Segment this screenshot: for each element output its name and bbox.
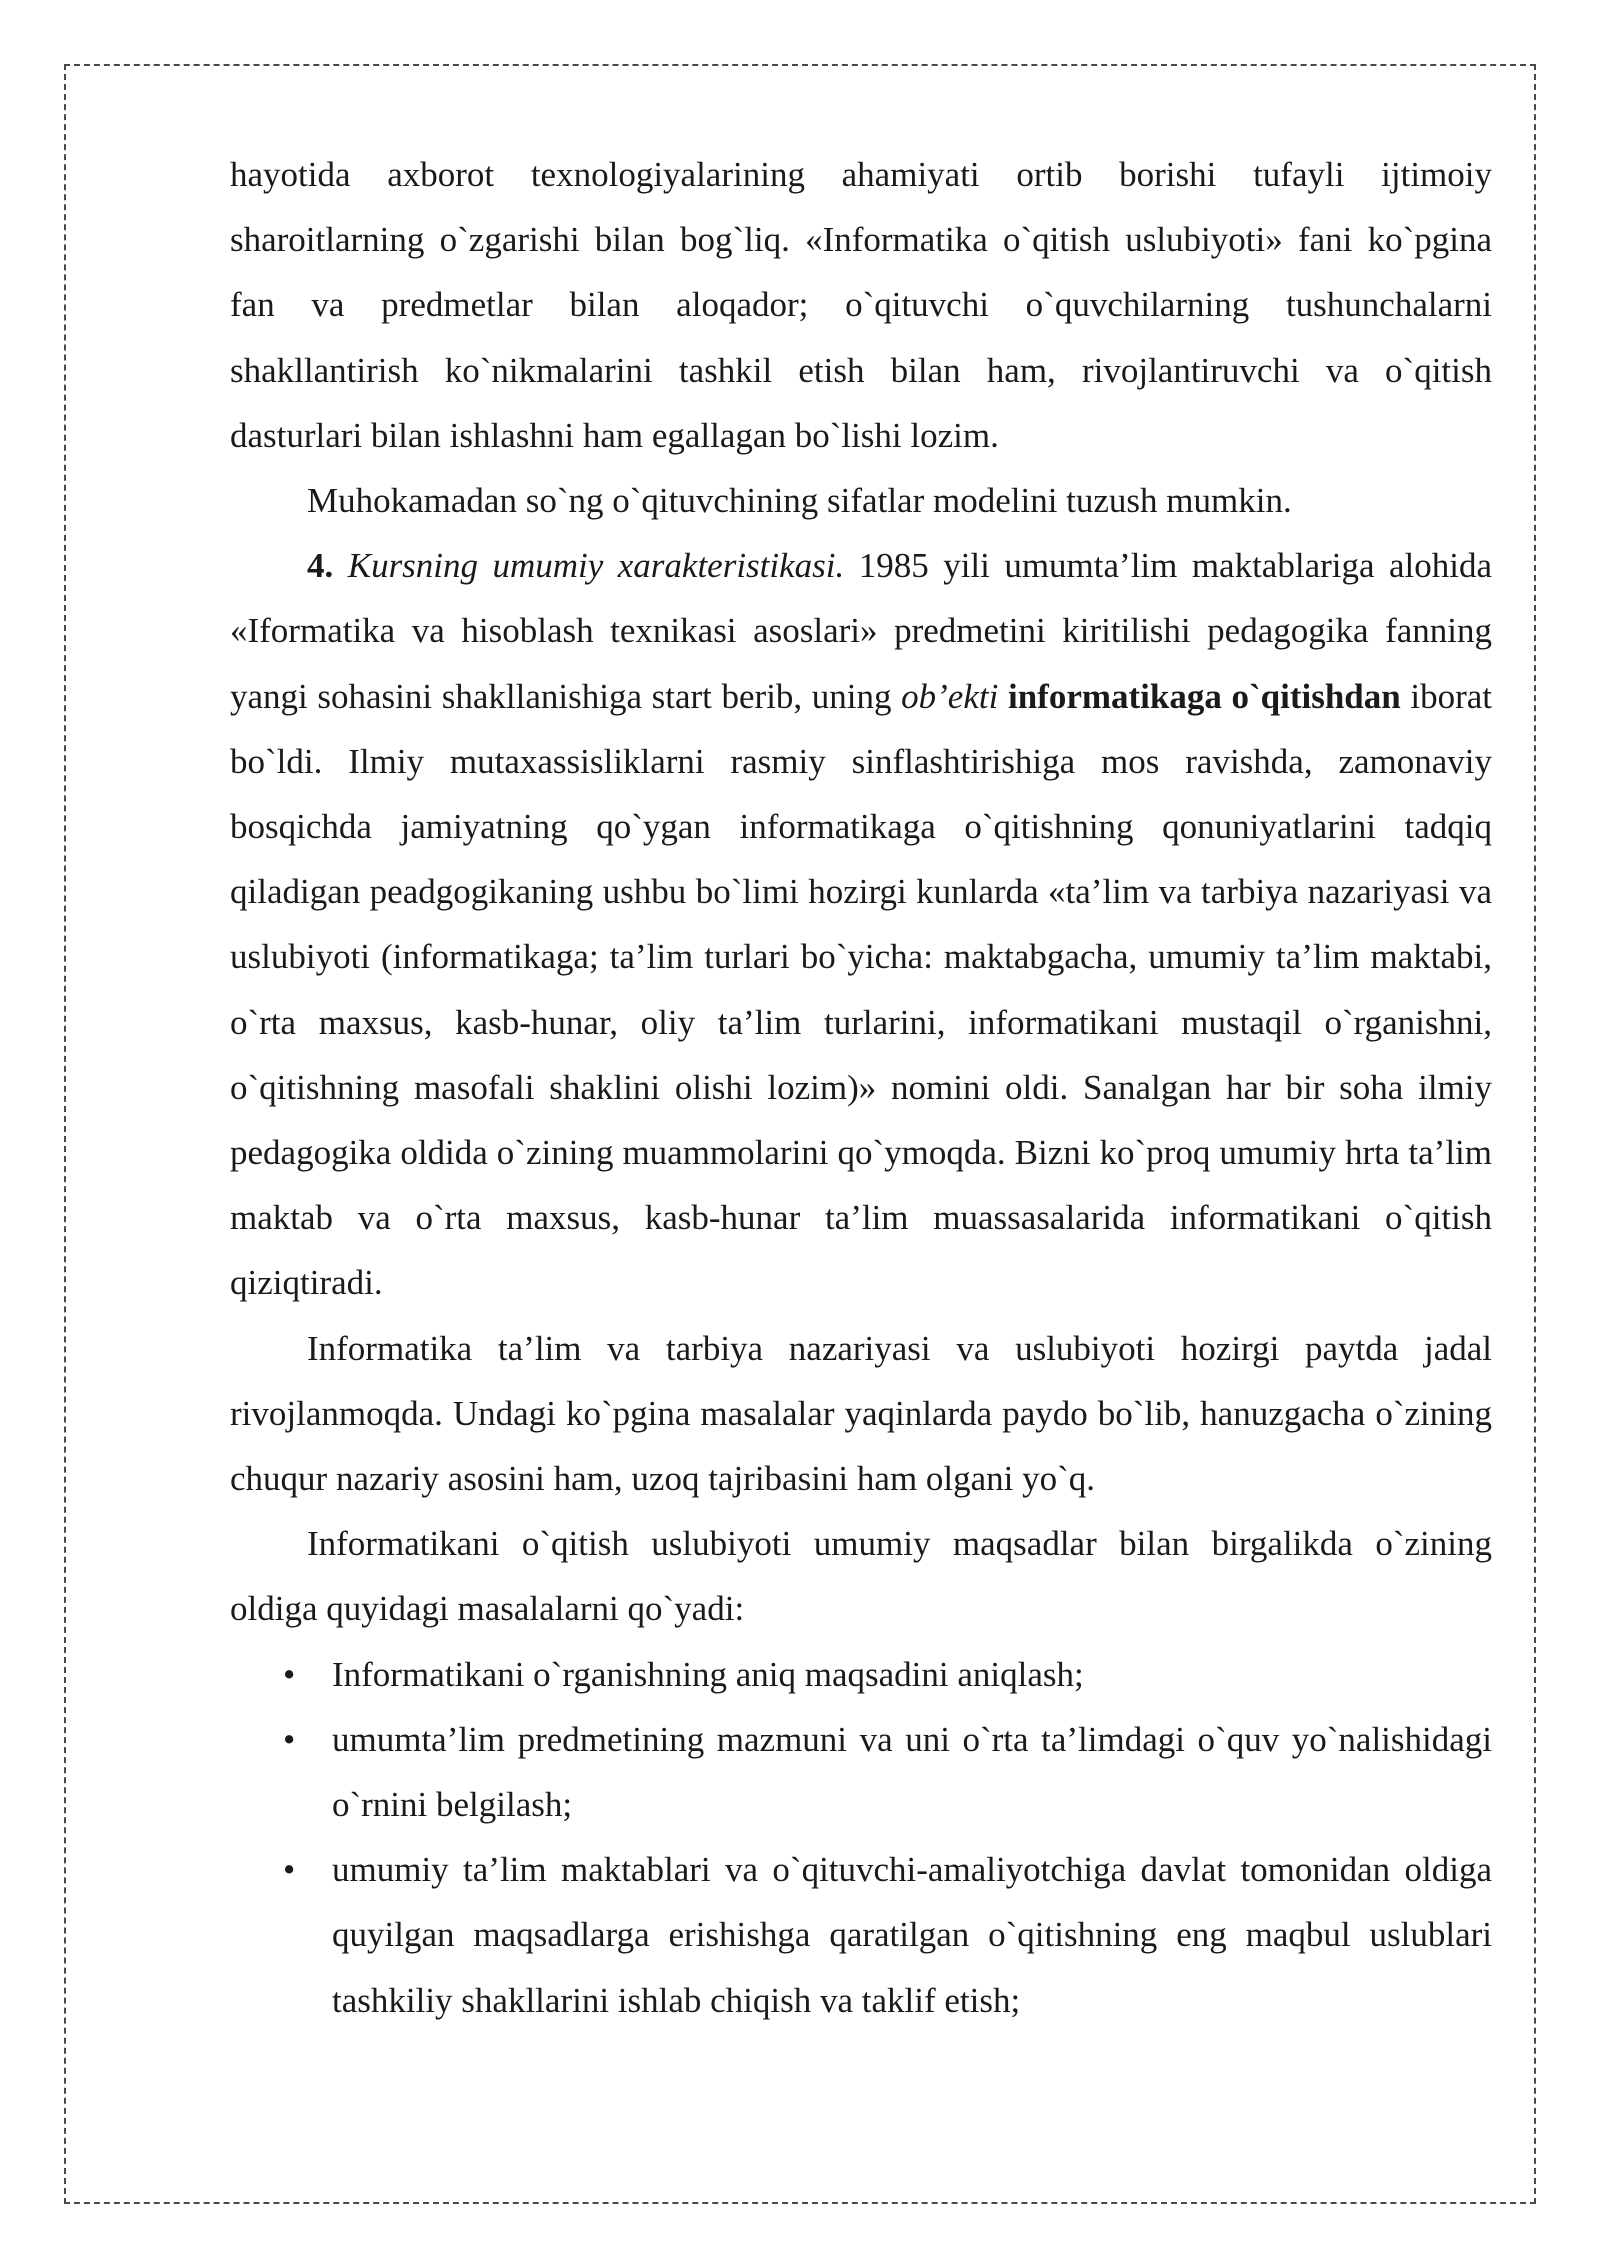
paragraph-3-text-b: iborat bo`ldi. Ilmiy mutaxassisliklarni rasmiy sinflashtirishiga mos ravishda, zamonaviy bosqichda jamiyatning qo`ygan informatikaga o`qitishning qonuniyatlarini tadqiq qiladigan peadgogikaning ushbu bo`limi hozirgi kunlarda «ta’lim va tarbiya nazariyasi va uslubiyoti (informatikaga; ta’lim turlari bo`yicha: maktabgacha, umumiy ta’lim maktabi, o`rta maxsus, kasb-hunar, oliy ta’lim turlarini, informatikani mustaqil o`rganishni, o`qitishning masofali shaklini olishi lozim)» nomini oldi. Sanalgan har bir soha ilmiy pedagogika oldida o`zining muammolarini qo`ymoqda. Bizni ko`proq umumiy hrta ta’lim maktab va o`rta maxsus, kasb-hunar ta’lim muassasalarida informatikani o`qitish qiziqtiradi.	[230, 676, 1493, 1303]
document-body	[230, 142, 1492, 2033]
list-item-text: umumta’lim predmetining mazmuni va uni o`rta ta’limdagi o`quv yo`nalishidagi o`rnini belgilash;	[332, 1719, 1492, 1825]
list-item-text: Informatikani o`rganishning aniq maqsadini aniqlash;	[332, 1654, 1084, 1694]
bullet-icon: •	[283, 1719, 296, 1759]
paragraph-3-text-a: 1985 yili umumta’lim maktablariga alohida «Iformatika va hisoblash texnikasi asoslari» predmetini kiritilishi pedagogika fanning yangi sohasini shakllanishiga start berib, uning	[230, 546, 1492, 716]
paragraph-3-bold: informatikaga o`qitishdan	[1007, 676, 1401, 716]
paragraph-5: Informatikani o`qitish uslubiyoti umumiy maqsadlar bilan birgalikda o`zining oldiga quyidagi masalalarni qo`yadi:	[230, 1524, 1492, 1629]
list-item-text: umumiy ta’lim maktablari va o`qituvchi-amaliyotchiga davlat tomonidan oldiga quyilgan maqsadlarga erishishga qaratilgan o`qitishning eng maqbul uslublari tashkiliy shakllarini ishlab chiqish va taklif etish;	[332, 1850, 1492, 2020]
section-number: 4.	[307, 546, 334, 586]
list-item	[230, 1837, 1492, 2033]
list-item	[230, 1642, 1492, 1707]
paragraph-3	[230, 533, 1492, 1315]
paragraph-4: Informatika ta’lim va tarbiya nazariyasi va uslubiyoti hozirgi paytda jadal rivojlanmoqda. Undagi ko`pgina masalalar yaqinlarda paydo bo`lib, hanuzgacha o`zining chuqur nazariy asosini ham, uzoq tajribasini ham olgani yo`q.	[230, 1328, 1492, 1499]
bullet-icon: •	[283, 1654, 296, 1694]
bullet-icon: •	[283, 1850, 296, 1890]
list-item	[230, 1707, 1492, 1837]
paragraph-2: Muhokamadan so`ng o`qituvchining sifatlar modelini tuzush mumkin.	[307, 481, 1292, 521]
paragraph-3-italic: ob’ekti	[901, 676, 999, 716]
paragraph-1: hayotida axborot texnologiyalarining ahamiyati ortib borishi tufayli ijtimoiy sharoitlarning o`zgarishi bilan bog`liq. «Informatika o`qitish uslubiyoti» fani ko`pgina fan va predmetlar bilan aloqador; o`qituvchi o`quvchilarning tushunchalarni shakllantirish ko`nikmalarini tashkil etish bilan ham, rivojlantiruvchi va o`qitish dasturlari bilan ishlashni ham egallagan bo`lishi lozim.	[230, 155, 1492, 455]
section-heading: Kursning umumiy xarakteristikasi.	[347, 546, 845, 586]
bullet-list	[230, 1642, 1492, 2033]
